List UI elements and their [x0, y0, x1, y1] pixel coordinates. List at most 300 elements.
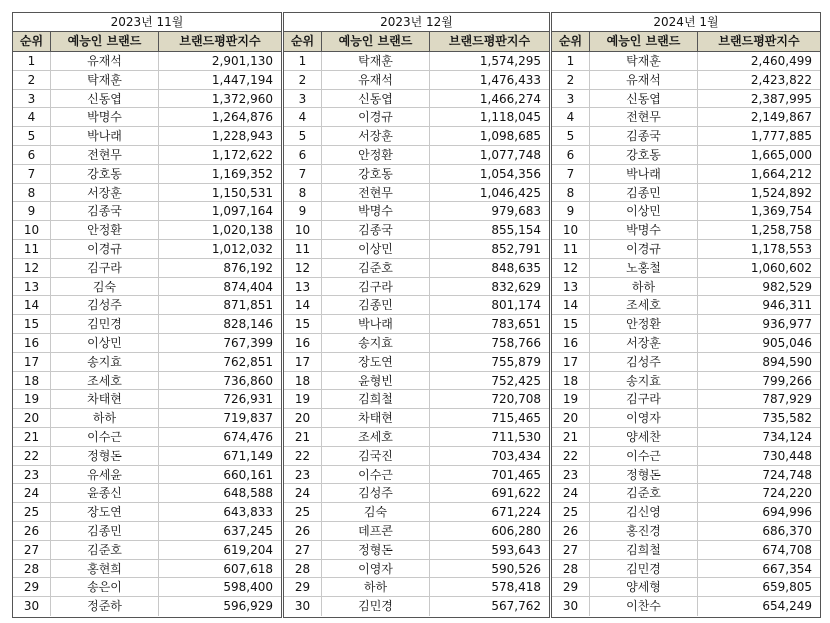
rank-cell: 21	[552, 428, 590, 446]
table-row	[552, 71, 820, 90]
score-cell: 735,582	[762, 411, 812, 426]
brand-cell: 이경규	[590, 240, 698, 258]
rank-cell: 13	[284, 278, 322, 296]
score-cell: 660,161	[223, 467, 273, 482]
rank-cell: 12	[284, 259, 322, 277]
rank-header: 순위	[284, 32, 322, 51]
rank-cell: 18	[13, 372, 51, 390]
rank-cell: 11	[284, 240, 322, 258]
rank-cell: 17	[284, 353, 322, 371]
score-cell: 596,929	[223, 599, 273, 614]
score-cell: 828,146	[223, 317, 273, 332]
score-cell: 691,622	[491, 486, 541, 501]
table-row	[552, 221, 820, 240]
brand-cell: 김희철	[322, 390, 430, 408]
score-cell: 730,448	[762, 448, 812, 463]
month-title: 2024년 1월	[552, 13, 820, 32]
score-cell: 755,879	[491, 354, 541, 369]
brand-cell: 정준하	[51, 597, 159, 616]
brand-cell: 정형돈	[590, 466, 698, 484]
score-cell: 1,150,531	[211, 185, 273, 200]
rank-cell: 27	[284, 541, 322, 559]
brand-cell: 하하	[590, 278, 698, 296]
brand-cell: 김준호	[51, 541, 159, 559]
table-row	[284, 296, 549, 315]
ranking-table-nov-2023	[12, 12, 282, 618]
score-cell: 567,762	[491, 599, 541, 614]
score-cell: 752,425	[491, 373, 541, 388]
brand-cell: 데프콘	[322, 522, 430, 540]
rank-cell: 27	[552, 541, 590, 559]
table-row	[284, 165, 549, 184]
rank-cell: 5	[13, 127, 51, 145]
brand-cell: 유재석	[322, 71, 430, 89]
rank-cell: 30	[552, 597, 590, 616]
score-cell: 1,369,754	[750, 204, 812, 219]
rank-cell: 7	[552, 165, 590, 183]
table-row	[13, 541, 281, 560]
rank-cell: 24	[13, 484, 51, 502]
score-cell: 2,460,499	[750, 54, 812, 68]
table-row	[13, 52, 281, 71]
rank-cell: 10	[13, 221, 51, 239]
rank-cell: 19	[284, 390, 322, 408]
brand-cell: 양세형	[590, 578, 698, 596]
brand-cell: 신동엽	[322, 90, 430, 108]
table-row	[13, 146, 281, 165]
ranking-table-jan-2024	[551, 12, 821, 618]
rank-cell: 24	[284, 484, 322, 502]
table-row	[13, 221, 281, 240]
rank-cell: 3	[13, 90, 51, 108]
rank-cell: 16	[552, 334, 590, 352]
table-row	[552, 315, 820, 334]
brand-cell: 신동엽	[51, 90, 159, 108]
table-row	[284, 390, 549, 409]
score-cell: 1,077,748	[479, 147, 541, 162]
score-cell: 637,245	[223, 523, 273, 538]
brand-cell: 박나래	[51, 127, 159, 145]
table-row	[284, 503, 549, 522]
brand-cell: 강호동	[590, 146, 698, 164]
brand-cell: 탁재훈	[51, 71, 159, 89]
score-cell: 799,266	[762, 373, 812, 388]
brand-cell: 탁재훈	[322, 52, 430, 70]
table-row	[552, 409, 820, 428]
table-row	[552, 202, 820, 221]
table-row	[13, 503, 281, 522]
table-row	[284, 221, 549, 240]
rank-cell: 23	[13, 466, 51, 484]
rank-cell: 22	[284, 447, 322, 465]
rank-cell: 17	[13, 353, 51, 371]
brand-cell: 홍진경	[590, 522, 698, 540]
table-header	[284, 32, 549, 52]
rank-cell: 3	[552, 90, 590, 108]
score-cell: 855,154	[491, 223, 541, 238]
table-body	[13, 52, 281, 616]
rank-cell: 3	[284, 90, 322, 108]
table-row	[552, 259, 820, 278]
score-cell: 648,588	[223, 486, 273, 501]
brand-cell: 탁재훈	[590, 52, 698, 70]
rank-cell: 29	[284, 578, 322, 596]
rank-cell: 17	[552, 353, 590, 371]
brand-cell: 이경규	[51, 240, 159, 258]
rank-cell: 8	[284, 184, 322, 202]
table-row	[284, 259, 549, 278]
rank-cell: 8	[13, 184, 51, 202]
table-row	[552, 146, 820, 165]
table-row	[13, 484, 281, 503]
score-header: 브랜드평판지수	[179, 34, 261, 48]
table-row	[13, 560, 281, 579]
score-cell: 1,665,000	[750, 147, 812, 162]
rank-cell: 26	[552, 522, 590, 540]
rank-cell: 9	[284, 202, 322, 220]
brand-cell: 박나래	[322, 315, 430, 333]
brand-cell: 김준호	[590, 484, 698, 502]
brand-cell: 이수근	[590, 447, 698, 465]
table-row	[13, 372, 281, 391]
brand-cell: 전현무	[51, 146, 159, 164]
rank-cell: 2	[284, 71, 322, 89]
brand-header: 예능인 브랜드	[51, 32, 159, 51]
table-row	[284, 90, 549, 109]
table-row	[13, 259, 281, 278]
brand-cell: 윤형빈	[322, 372, 430, 390]
brand-cell: 양세찬	[590, 428, 698, 446]
table-row	[552, 484, 820, 503]
rank-cell: 22	[13, 447, 51, 465]
table-row	[284, 52, 549, 71]
rank-cell: 25	[552, 503, 590, 521]
brand-cell: 김신영	[590, 503, 698, 521]
rank-cell: 10	[552, 221, 590, 239]
score-cell: 674,708	[762, 542, 812, 557]
score-cell: 674,476	[223, 429, 273, 444]
score-cell: 654,249	[762, 599, 812, 614]
brand-cell: 강호동	[322, 165, 430, 183]
score-cell: 736,860	[223, 373, 273, 388]
rank-cell: 28	[284, 560, 322, 578]
rank-cell: 29	[552, 578, 590, 596]
table-row	[284, 108, 549, 127]
rank-cell: 7	[13, 165, 51, 183]
rank-cell: 24	[552, 484, 590, 502]
table-row	[284, 447, 549, 466]
table-row	[552, 578, 820, 597]
score-cell: 787,929	[762, 392, 812, 407]
rank-cell: 29	[13, 578, 51, 596]
brand-cell: 조세호	[322, 428, 430, 446]
score-cell: 1,447,194	[211, 72, 273, 87]
rank-cell: 18	[284, 372, 322, 390]
table-row	[552, 296, 820, 315]
score-cell: 1,777,885	[750, 129, 812, 144]
brand-cell: 유재석	[590, 71, 698, 89]
brand-cell: 김종민	[51, 522, 159, 540]
table-row	[552, 466, 820, 485]
brand-cell: 김준호	[322, 259, 430, 277]
table-row	[13, 597, 281, 616]
score-cell: 1,097,164	[211, 204, 273, 219]
rank-cell: 22	[552, 447, 590, 465]
score-cell: 590,526	[491, 561, 541, 576]
score-cell: 905,046	[762, 335, 812, 350]
score-cell: 1,118,045	[479, 110, 541, 125]
brand-cell: 윤종신	[51, 484, 159, 502]
score-cell: 783,651	[491, 317, 541, 332]
score-cell: 801,174	[491, 298, 541, 313]
score-cell: 871,851	[223, 298, 273, 313]
score-cell: 894,590	[762, 354, 812, 369]
score-cell: 720,708	[491, 392, 541, 407]
score-cell: 1,574,295	[479, 54, 541, 68]
rank-cell: 21	[284, 428, 322, 446]
rank-cell: 21	[13, 428, 51, 446]
brand-cell: 김성주	[51, 296, 159, 314]
score-cell: 946,311	[762, 298, 812, 313]
score-cell: 619,204	[223, 542, 273, 557]
rank-cell: 4	[284, 108, 322, 126]
score-cell: 643,833	[223, 505, 273, 520]
table-row	[13, 390, 281, 409]
rank-cell: 15	[284, 315, 322, 333]
score-cell: 726,931	[223, 392, 273, 407]
score-cell: 607,618	[223, 561, 273, 576]
table-row	[552, 428, 820, 447]
brand-cell: 김국진	[322, 447, 430, 465]
table-row	[284, 184, 549, 203]
table-row	[552, 334, 820, 353]
table-row	[552, 165, 820, 184]
table-header	[552, 32, 820, 52]
table-row	[552, 503, 820, 522]
score-cell: 593,643	[491, 542, 541, 557]
rank-cell: 1	[284, 52, 322, 70]
brand-cell: 김숙	[322, 503, 430, 521]
score-cell: 734,124	[762, 429, 812, 444]
score-cell: 1,098,685	[479, 129, 541, 144]
brand-cell: 김민경	[51, 315, 159, 333]
score-cell: 606,280	[491, 523, 541, 538]
rank-cell: 19	[552, 390, 590, 408]
table-row	[552, 353, 820, 372]
rank-cell: 6	[13, 146, 51, 164]
brand-cell: 김종국	[322, 221, 430, 239]
table-row	[13, 296, 281, 315]
score-cell: 671,149	[223, 448, 273, 463]
table-row	[284, 578, 549, 597]
table-row	[13, 278, 281, 297]
score-header: 브랜드평판지수	[448, 34, 531, 48]
brand-cell: 김종국	[590, 127, 698, 145]
rank-cell: 26	[13, 522, 51, 540]
rank-cell: 2	[552, 71, 590, 89]
score-cell: 719,837	[223, 411, 273, 426]
table-row	[284, 597, 549, 616]
table-row	[284, 71, 549, 90]
brand-cell: 안정환	[51, 221, 159, 239]
rank-cell: 11	[13, 240, 51, 258]
table-row	[13, 240, 281, 259]
brand-cell: 박명수	[322, 202, 430, 220]
rank-cell: 9	[552, 202, 590, 220]
brand-header: 예능인 브랜드	[322, 32, 430, 51]
rank-cell: 10	[284, 221, 322, 239]
table-row	[552, 447, 820, 466]
rank-cell: 18	[552, 372, 590, 390]
score-cell: 1,258,758	[750, 223, 812, 238]
score-cell: 1,012,032	[211, 241, 273, 256]
score-cell: 852,791	[491, 241, 541, 256]
rank-cell: 25	[284, 503, 322, 521]
table-row	[284, 127, 549, 146]
score-cell: 982,529	[762, 279, 812, 294]
brand-cell: 이수근	[322, 466, 430, 484]
rank-cell: 1	[13, 52, 51, 70]
table-row	[284, 240, 549, 259]
rank-cell: 11	[552, 240, 590, 258]
rank-cell: 14	[284, 296, 322, 314]
rank-cell: 2	[13, 71, 51, 89]
rank-header: 순위	[13, 32, 51, 51]
rank-cell: 13	[13, 278, 51, 296]
brand-cell: 이상민	[51, 334, 159, 352]
score-cell: 1,178,553	[750, 241, 812, 256]
table-row	[13, 71, 281, 90]
score-cell: 1,169,352	[211, 166, 273, 181]
rank-cell: 6	[552, 146, 590, 164]
rank-cell: 30	[284, 597, 322, 616]
table-row	[284, 202, 549, 221]
table-row	[552, 127, 820, 146]
brand-cell: 안정환	[590, 315, 698, 333]
brand-cell: 이상민	[322, 240, 430, 258]
rank-cell: 15	[13, 315, 51, 333]
table-row	[284, 560, 549, 579]
table-row	[284, 353, 549, 372]
brand-cell: 이상민	[590, 202, 698, 220]
rank-cell: 23	[552, 466, 590, 484]
rank-cell: 5	[552, 127, 590, 145]
rank-cell: 26	[284, 522, 322, 540]
table-row	[552, 52, 820, 71]
table-row	[284, 315, 549, 334]
score-cell: 598,400	[223, 580, 273, 595]
score-cell: 1,524,892	[750, 185, 812, 200]
month-title: 2023년 12월	[284, 13, 549, 32]
score-cell: 694,996	[762, 505, 812, 520]
table-row	[284, 334, 549, 353]
rank-cell: 9	[13, 202, 51, 220]
score-cell: 1,476,433	[479, 72, 541, 87]
table-row	[13, 466, 281, 485]
score-cell: 2,901,130	[211, 54, 273, 68]
rank-cell: 14	[552, 296, 590, 314]
score-cell: 659,805	[762, 580, 812, 595]
rank-cell: 12	[13, 259, 51, 277]
score-cell: 762,851	[223, 354, 273, 369]
rank-cell: 4	[552, 108, 590, 126]
brand-cell: 김종민	[590, 184, 698, 202]
score-cell: 1,046,425	[479, 185, 541, 200]
rank-cell: 30	[13, 597, 51, 616]
score-cell: 1,060,602	[750, 260, 812, 275]
table-row	[13, 165, 281, 184]
table-row	[13, 409, 281, 428]
score-cell: 936,977	[762, 317, 812, 332]
score-cell: 848,635	[491, 260, 541, 275]
table-row	[552, 560, 820, 579]
score-cell: 1,264,876	[211, 110, 273, 125]
table-row	[13, 90, 281, 109]
table-row	[13, 108, 281, 127]
table-row	[284, 466, 549, 485]
rank-cell: 15	[552, 315, 590, 333]
brand-cell: 박명수	[590, 221, 698, 239]
rank-cell: 14	[13, 296, 51, 314]
rank-cell: 8	[552, 184, 590, 202]
brand-cell: 김종민	[322, 296, 430, 314]
rank-cell: 19	[13, 390, 51, 408]
table-row	[284, 541, 549, 560]
rank-cell: 20	[13, 409, 51, 427]
brand-cell: 차태현	[322, 409, 430, 427]
brand-cell: 김종국	[51, 202, 159, 220]
score-cell: 671,224	[491, 505, 541, 520]
table-body	[552, 52, 820, 616]
score-cell: 1,020,138	[211, 223, 273, 238]
table-row	[13, 578, 281, 597]
brand-cell: 이영자	[322, 560, 430, 578]
table-row	[13, 202, 281, 221]
brand-cell: 홍현희	[51, 560, 159, 578]
score-cell: 1,054,356	[479, 166, 541, 181]
rank-cell: 16	[284, 334, 322, 352]
brand-cell: 하하	[322, 578, 430, 596]
score-cell: 2,387,995	[750, 91, 812, 106]
brand-cell: 전현무	[322, 184, 430, 202]
brand-cell: 김성주	[590, 353, 698, 371]
table-header	[13, 32, 281, 52]
brand-cell: 서장훈	[322, 127, 430, 145]
brand-cell: 장도연	[322, 353, 430, 371]
score-header: 브랜드평판지수	[718, 34, 800, 48]
brand-cell: 김구라	[51, 259, 159, 277]
brand-cell: 박명수	[51, 108, 159, 126]
score-cell: 758,766	[491, 335, 541, 350]
score-cell: 703,434	[491, 448, 541, 463]
score-cell: 686,370	[762, 523, 812, 538]
score-cell: 1,228,943	[211, 129, 273, 144]
score-cell: 711,530	[491, 429, 541, 444]
rank-cell: 27	[13, 541, 51, 559]
rank-cell: 28	[552, 560, 590, 578]
table-row	[552, 541, 820, 560]
brand-cell: 박나래	[590, 165, 698, 183]
brand-cell: 송지효	[51, 353, 159, 371]
table-row	[284, 522, 549, 541]
table-row	[552, 390, 820, 409]
rank-cell: 20	[284, 409, 322, 427]
table-row	[13, 127, 281, 146]
score-cell: 724,748	[762, 467, 812, 482]
rank-cell: 6	[284, 146, 322, 164]
score-cell: 832,629	[491, 279, 541, 294]
table-row	[552, 240, 820, 259]
